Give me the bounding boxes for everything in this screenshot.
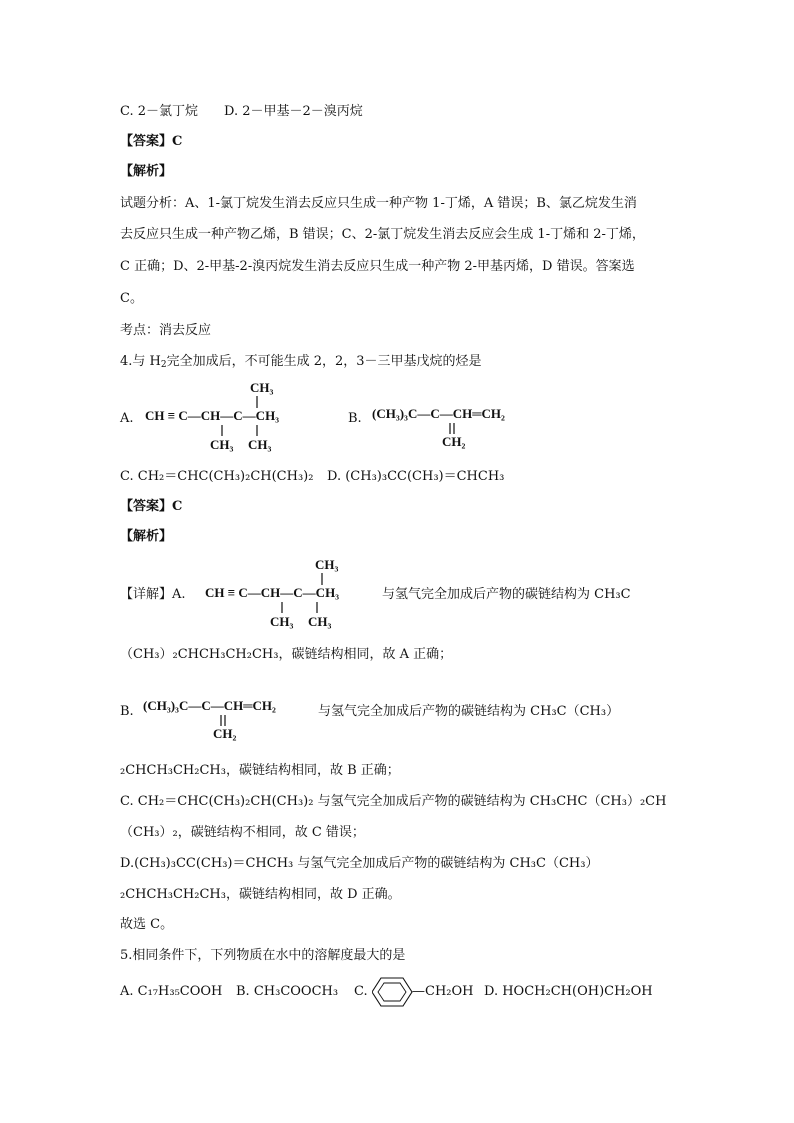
text-line: （CH₃）₂，碳链结构不相同，故 C 错误； — [120, 825, 365, 840]
text-line: ₂CHCH₃CH₂CH₃，碳链结构相同，故 D 正确。 — [120, 887, 401, 902]
option-b-label: B. — [348, 411, 362, 426]
text-line: C. CH₂＝CHC(CH₃)₂CH(CH₃)₂ 与氢气完全加成后产物的碳链结构为 CH₃CHC（CH₃）₂CH — [120, 794, 667, 809]
structure-label: CH ≡ C—CH—C—CH₃ — [145, 408, 280, 423]
text-line: C。 — [120, 291, 143, 306]
structure-b-detail — [143, 690, 323, 745]
answer-label: 【答案】C — [120, 134, 183, 149]
analysis-label: 【解析】 — [120, 529, 173, 544]
question-4: 4.与 $H_2$完全加成后，不可能生成 2，2，3－三甲基戊烷的烃是 — [120, 354, 482, 370]
question-5: 5.相同条件下，下列物质在水中的溶解度最大的是 — [120, 948, 406, 963]
structure-label: (CH₃)₃C—C—CH═CH₂ — [143, 698, 276, 713]
structure-label: (CH₃)₃C—C—CH═CH₂ — [372, 406, 505, 421]
option-c: C. CH₂＝CHC(CH₃)₂CH(CH₃)₂ — [120, 469, 314, 484]
text-line: 试题分析：A、1-氯丁烷发生消去反应只生成一种产物 1-丁烯，A 错误；B、氯乙烷发生消 — [120, 196, 637, 211]
text-line: D.(CH₃)₃CC(CH₃)＝CHCH₃ 与氢气完全加成后产物的碳链结构为 CH₃C（CH₃） — [120, 856, 599, 871]
structure-label: CH₃ — [308, 614, 332, 629]
text-line: 去反应只生成一种产物乙烯，B 错误；C、2-氯丁烷发生消去反应会生成 1-丁烯和 2-丁烯， — [120, 227, 645, 242]
q5-option-c-group: —CH₂OH — [412, 984, 474, 999]
detail-b-label: B. — [120, 704, 134, 719]
structure-b — [372, 398, 552, 453]
structure-label: CH₃ — [248, 437, 272, 452]
analysis-label: 【解析】 — [120, 164, 173, 179]
text-line: C 正确；D、2-甲基-2-溴丙烷发生消去反应只生成一种产物 2-甲基丙烯，D 错误。答案选 — [120, 259, 635, 274]
structure-label: CH₂ — [442, 434, 466, 449]
text-line: 与氢气完全加成后产物的碳链结构为 CH₃C — [382, 587, 631, 602]
q5-option-d: D. HOCH₂CH(OH)CH₂OH — [484, 984, 653, 999]
text-line: （CH₃）₂CHCH₃CH₂CH₃，碳链结构相同，故 A 正确； — [120, 647, 453, 662]
q5-option-c-label: C. — [354, 984, 368, 999]
structure-label: CH ≡ C—CH—C—CH₃ — [205, 585, 340, 600]
q5-option-b: B. CH₃COOCH₃ — [236, 984, 339, 999]
option-a-label: A. — [120, 411, 134, 426]
conclusion: 故选 C。 — [120, 917, 174, 932]
text-line: ₂CHCH₃CH₂CH₃，碳链结构相同，故 B 正确； — [120, 763, 400, 778]
detail-label: 【详解】A. — [120, 587, 186, 602]
option-d: D. (CH₃)₃CC(CH₃)＝CHCH₃ — [327, 469, 505, 484]
structure-a — [145, 378, 320, 456]
structure-label: CH₃ — [270, 614, 294, 629]
structure-label: CH₂ — [213, 726, 237, 741]
text-line: C. 2－氯丁烷 D. 2－甲基－2－溴丙烷 — [120, 104, 363, 119]
structure-label: CH₃ — [210, 437, 234, 452]
q5-option-a: A. C₁₇H₃₅COOH — [120, 984, 223, 999]
benzene-ring-icon — [372, 975, 414, 1009]
knowledge-point: 考点：消去反应 — [120, 323, 212, 338]
structure-a-detail — [205, 555, 380, 633]
structure-label: CH₃ — [250, 380, 274, 395]
answer-label: 【答案】C — [120, 499, 183, 514]
structure-label: CH₃ — [315, 557, 339, 572]
text-line: 与氢气完全加成后产物的碳链结构为 CH₃C（CH₃） — [318, 704, 620, 719]
